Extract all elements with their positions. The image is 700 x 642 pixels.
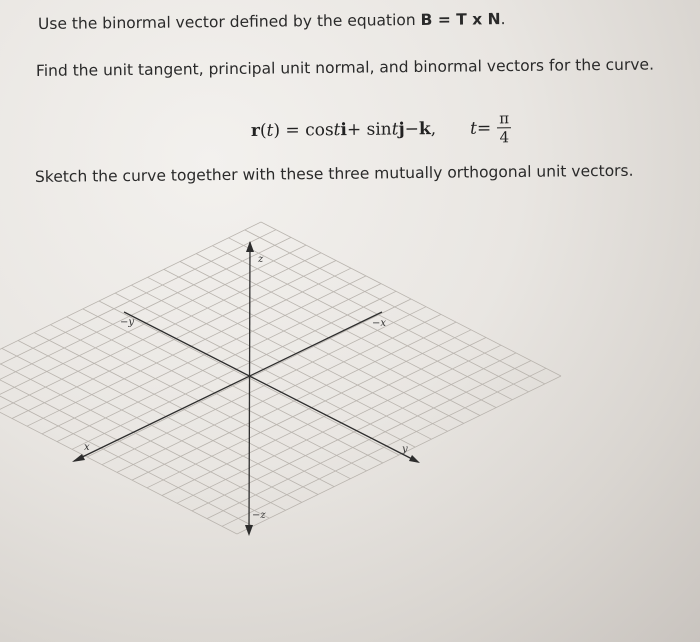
eq-cos: ) = cos (273, 119, 334, 141)
neg-z-axis-label: −z (252, 510, 266, 521)
y-axis-label: y (402, 444, 408, 455)
grid-line (162, 338, 486, 496)
eq-k: k (418, 118, 431, 139)
binormal-equation: B = T x N (420, 10, 501, 29)
eq-paren: ( (259, 120, 267, 141)
eq-j: j (398, 118, 405, 139)
y-axis-arrowhead (409, 455, 420, 463)
eq-i: i (340, 119, 348, 140)
eq-t: t (333, 119, 341, 140)
z-axis-arrowhead (246, 241, 254, 252)
grid-line (0, 364, 269, 518)
neg-y-axis-label: −y (120, 317, 135, 328)
grid-lines (0, 222, 561, 534)
grid-line (222, 368, 546, 526)
eq-equals: = (476, 117, 492, 139)
z-axis-line (249, 242, 250, 532)
neg-x-axis-label: −x (372, 318, 387, 329)
neg-z-axis-arrowhead (245, 525, 253, 536)
grid-line (147, 330, 471, 488)
grid-line (192, 353, 516, 511)
eq-r: r (250, 120, 261, 141)
grid-line (0, 372, 253, 526)
period: . (500, 10, 506, 29)
grid-line (207, 361, 531, 519)
grid-line (0, 253, 321, 411)
grid-line (0, 237, 291, 395)
eq-t-value-var: t (470, 118, 478, 139)
x-axis-label: x (84, 442, 90, 453)
z-axis-label: z (258, 254, 264, 265)
instruction-line-3: Sketch the curve together with these three mutually orthogonal unit vectors. (34, 161, 634, 186)
eq-t: t (391, 118, 399, 140)
grid-line (0, 230, 276, 388)
eq-sin: + sin (346, 119, 392, 140)
grid-line (177, 345, 501, 503)
instruction-line-2: Find the unit tangent, principal unit normal, and binormal vectors for the curve. (35, 55, 655, 80)
grid-line (237, 376, 561, 534)
eq-t: t (266, 120, 274, 141)
eq-comma: , (430, 118, 437, 139)
instruction-text: Use the binormal vector defined by the equation (37, 10, 421, 33)
fraction-numerator: π (499, 109, 510, 128)
eq-minus: − (404, 118, 420, 139)
fraction-denominator: 4 (499, 128, 510, 147)
